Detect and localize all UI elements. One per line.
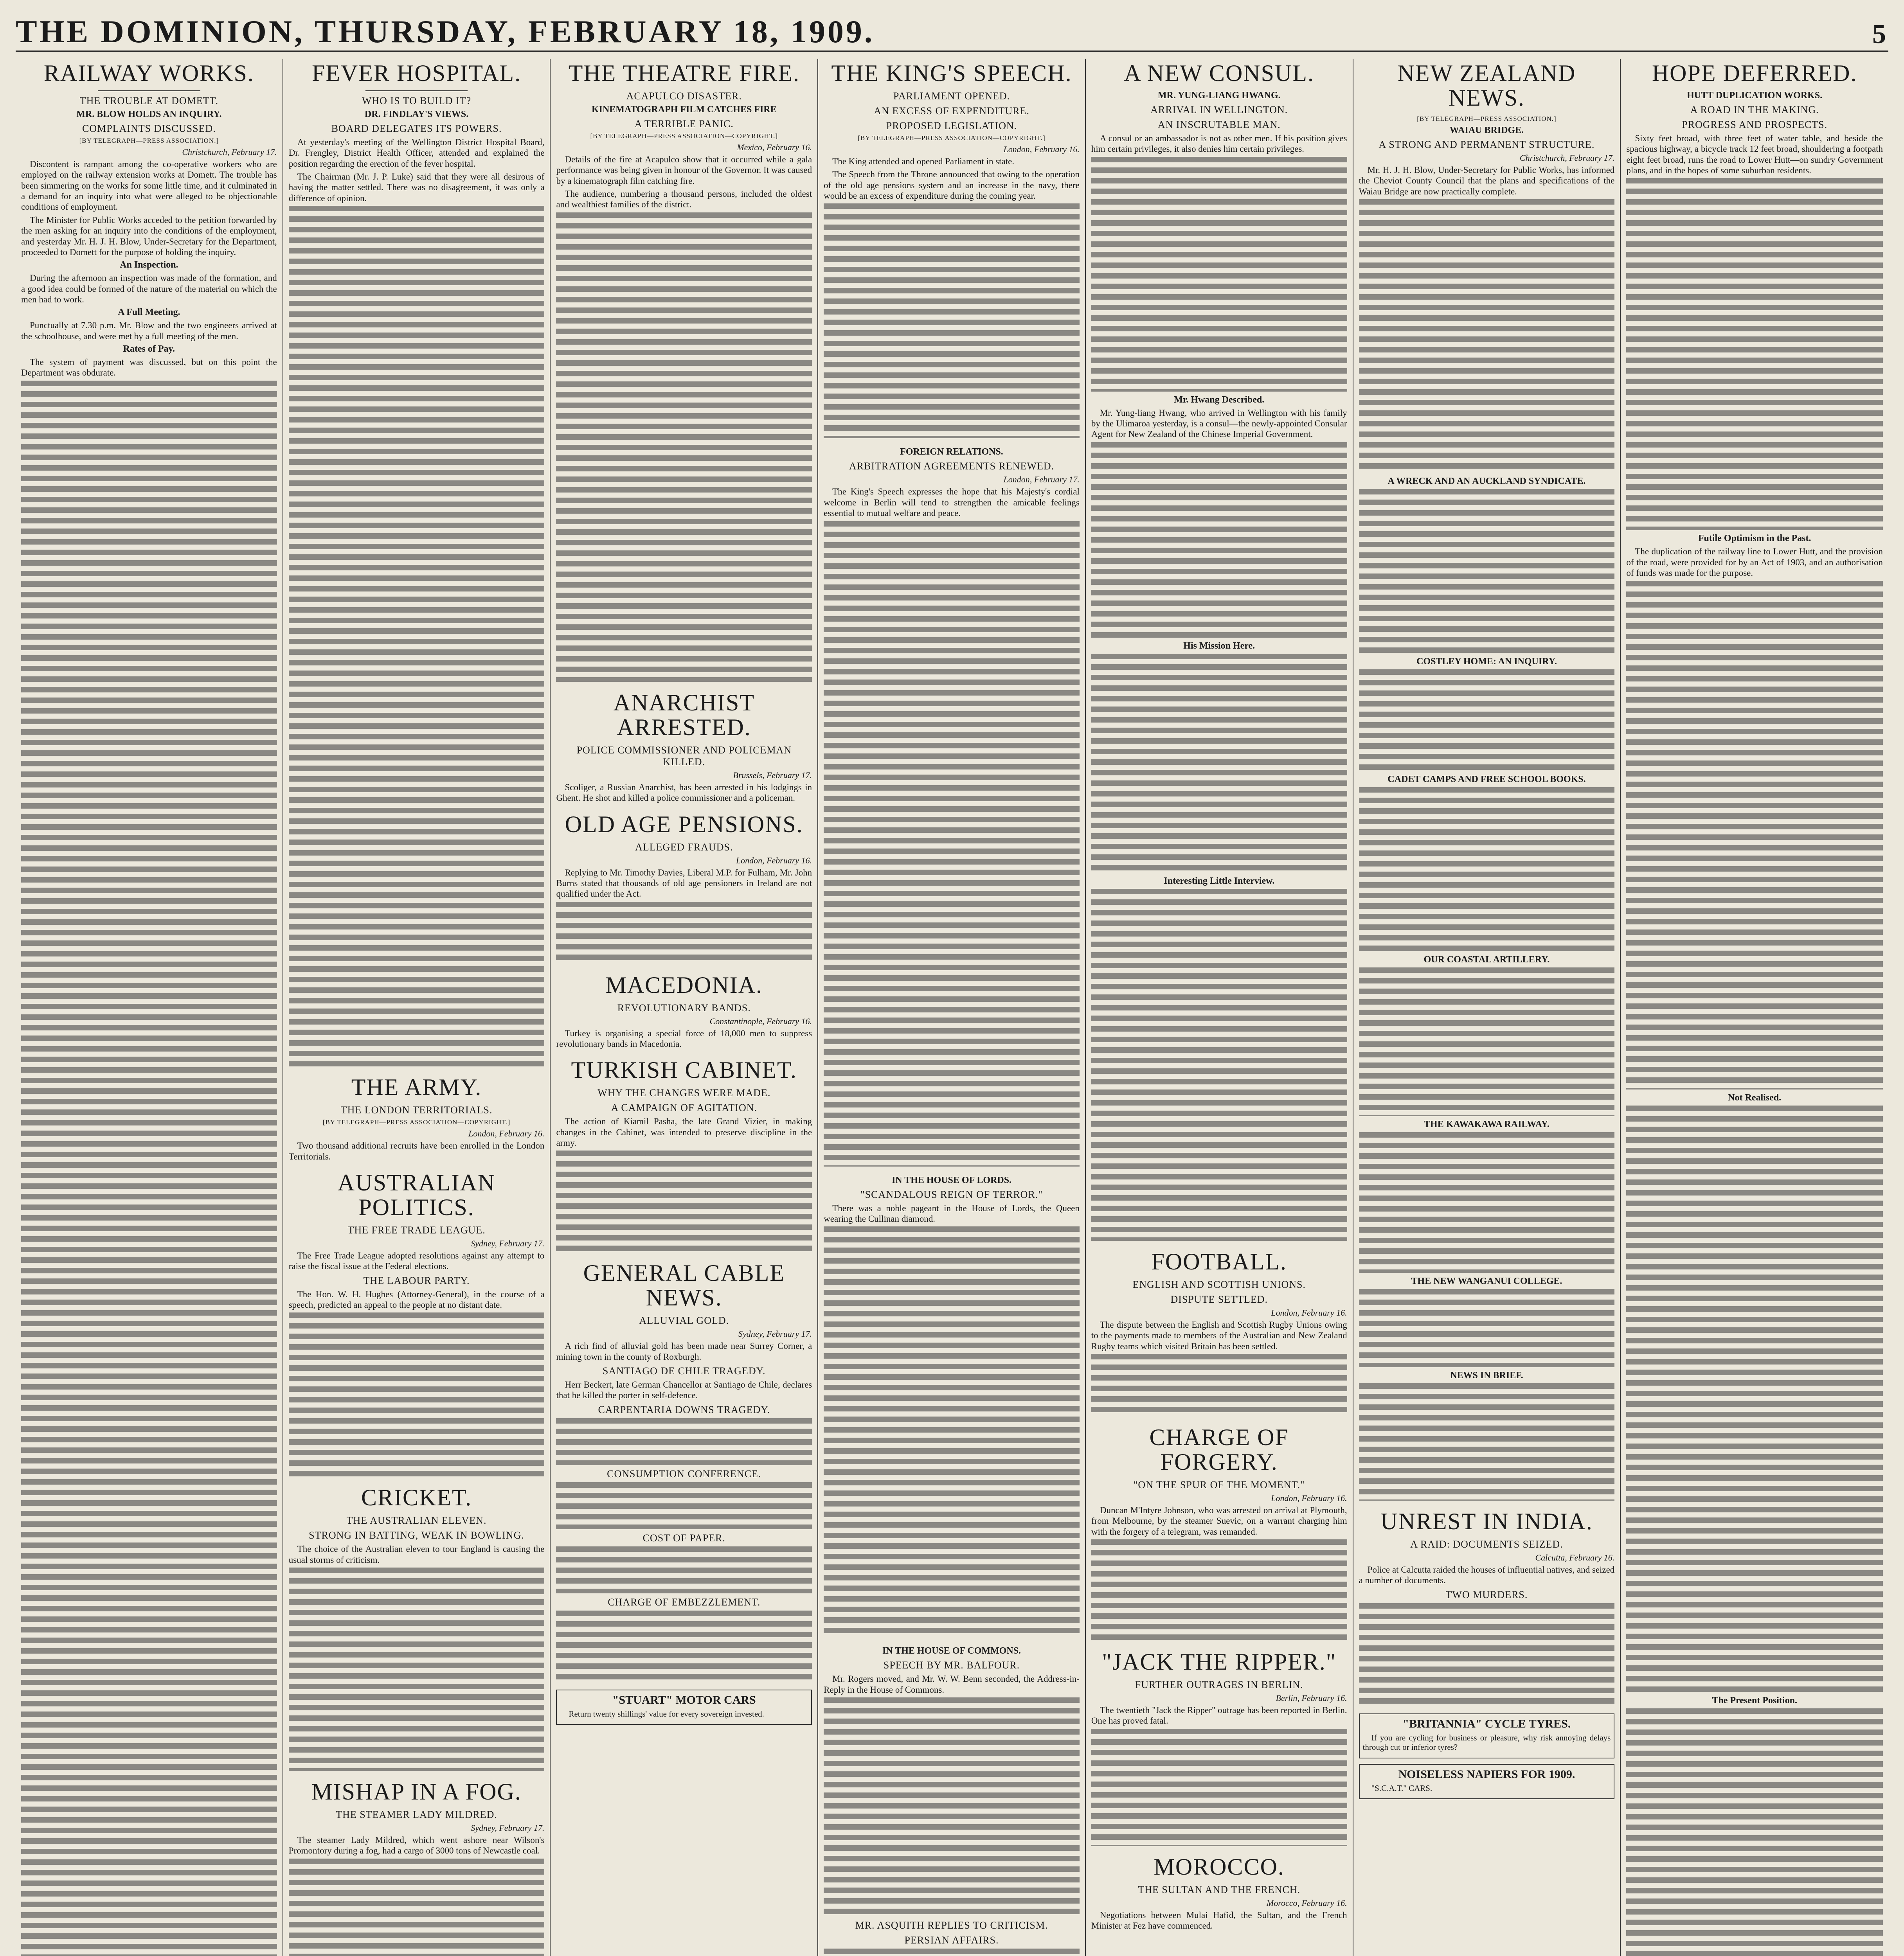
- article-fever-hospital: [289, 61, 545, 1066]
- subheading: ALLUVIAL GOLD.: [639, 1315, 729, 1327]
- advertisement-britannia-tyres: [1359, 1713, 1615, 1758]
- body-text-filler: [1091, 1729, 1347, 1846]
- subheading: IN THE HOUSE OF COMMONS.: [882, 1646, 1021, 1656]
- paragraph: Scoliger, a Russian Anarchist, has been arrested in his lodgings in Ghent. He shot and killed a police commissioner and a policeman.: [556, 782, 812, 803]
- body-text-filler: [1091, 157, 1347, 392]
- body-text-filler: [289, 1859, 545, 1956]
- body-text-filler: [556, 1482, 812, 1529]
- paragraph: The King attended and opened Parliament in state.: [832, 156, 1015, 166]
- headline: ANARCHIST ARRESTED.: [613, 689, 755, 740]
- dateline: London, February 16.: [1271, 1307, 1347, 1318]
- subheading: THE LONDON TERRITORIALS.: [340, 1104, 493, 1116]
- body-text-filler: [556, 1151, 812, 1252]
- article-the-army: [289, 1075, 545, 1162]
- subheading: "ON THE SPUR OF THE MOMENT.": [1133, 1479, 1305, 1490]
- subheading: MR. ASQUITH REPLIES TO CRITICISM.: [855, 1919, 1048, 1931]
- article-new-zealand-news: [1359, 61, 1615, 1501]
- paragraph: There was a noble pageant in the House of Lords, the Queen wearing the Cullinan diamond.: [824, 1203, 1080, 1224]
- subheading: OUR COASTAL ARTILLERY.: [1424, 955, 1550, 965]
- article-mishap-in-a-fog: [289, 1780, 545, 1956]
- paragraph: Mr. Yung-liang Hwang, who arrived in Wellington with his family by the Ulimaroa yesterday, is a consul—the newly-appointed Consular Agent for New Zealand of the Chinese Imperial Government.: [1091, 408, 1347, 439]
- subheading: ALLEGED FRAUDS.: [635, 841, 733, 853]
- subheading: PARLIAMENT OPENED.: [893, 90, 1010, 102]
- paragraph: Mr. Rogers moved, and Mr. W. W. Benn seconded, the Address-in-Reply in the House of Commons.: [824, 1674, 1080, 1695]
- subheading: NEWS IN BRIEF.: [1450, 1370, 1523, 1381]
- subheading: ARBITRATION AGREEMENTS RENEWED.: [849, 460, 1055, 472]
- body-text-filler: [1359, 787, 1615, 951]
- subheading: ACAPULCO DISASTER.: [626, 90, 742, 102]
- subheading: CONSUMPTION CONFERENCE.: [607, 1468, 761, 1480]
- subheading: REVOLUTIONARY BANDS.: [617, 1002, 751, 1014]
- subheading: PERSIAN AFFAIRS.: [904, 1934, 999, 1946]
- body-text-filler: [21, 381, 277, 1956]
- paragraph: The King's Speech expresses the hope that his Majesty's cordial welcome in Berlin will tend to strengthen the amicable feelings essential to mutual welfare and peace.: [824, 487, 1080, 518]
- article-theatre-fire: [556, 61, 812, 682]
- dateline: Berlin, February 16.: [1276, 1693, 1347, 1703]
- body-text-filler: [1626, 581, 1883, 1089]
- wire-credit: [BY TELEGRAPH—PRESS ASSOCIATION—COPYRIGHT.]: [322, 1118, 511, 1126]
- article-old-age-pensions: [556, 812, 812, 964]
- advertisement-stuart-motor-cars: [556, 1690, 812, 1725]
- subheading: SANTIAGO DE CHILE TRAGEDY.: [603, 1365, 766, 1377]
- dateline: Constantinople, February 16.: [709, 1016, 812, 1026]
- masthead: [16, 7, 1888, 52]
- body-text-filler: [1091, 889, 1347, 1241]
- subheading: IN THE HOUSE OF LORDS.: [891, 1175, 1012, 1185]
- ad-body: Return twenty shillings' value for every sovereign invested.: [569, 1709, 764, 1719]
- subheading: BOARD DELEGATES ITS POWERS.: [331, 123, 502, 134]
- subheading: AN EXCESS OF EXPENDITURE.: [874, 105, 1029, 117]
- headline: UNREST IN INDIA.: [1380, 1508, 1593, 1535]
- subheading: TWO MURDERS.: [1445, 1589, 1528, 1600]
- paragraph: The Free Trade League adopted resolutions against any attempt to raise the fiscal issue at the Federal elections.: [288, 1250, 545, 1271]
- ad-body: If you are cycling for business or pleasure, why risk annoying delays through cut or inferior tyres?: [1362, 1733, 1611, 1752]
- body-text-filler: [1626, 1106, 1883, 1692]
- body-text-filler: [556, 1418, 812, 1465]
- section-heading: His Mission Here.: [1183, 640, 1255, 651]
- headline: AUSTRALIAN POLITICS.: [337, 1169, 496, 1220]
- body-text-filler: [556, 1611, 812, 1681]
- headline: MACEDONIA.: [605, 972, 763, 998]
- ad-title: "STUART" MOTOR CARS: [612, 1693, 756, 1706]
- subheading: CADET CAMPS AND FREE SCHOOL BOOKS.: [1388, 774, 1586, 785]
- page-number: 5: [1872, 19, 1888, 49]
- article-macedonia: [556, 973, 812, 1050]
- body-text-filler: [556, 212, 812, 682]
- subheading: DISPUTE SETTLED.: [1170, 1293, 1268, 1305]
- column-3: [551, 59, 818, 1956]
- subheading: A RAID: DOCUMENTS SEIZED.: [1410, 1539, 1563, 1550]
- paragraph: The audience, numbering a thousand persons, included the oldest and wealthiest families of the district.: [556, 189, 812, 210]
- wire-credit: [BY TELEGRAPH—PRESS ASSOCIATION—COPYRIGHT.]: [858, 134, 1046, 142]
- body-text-filler: [824, 521, 1080, 1167]
- dateline: Morocco, February 16.: [1266, 1898, 1347, 1908]
- section-heading: An Inspection.: [120, 260, 178, 270]
- paragraph: Duncan M'Intyre Johnson, who was arrested on arrival at Plymouth, from Melbourne, by the steamer Suevic, on a warrant charging him with the forgery of a telegram, was remanded.: [1091, 1505, 1347, 1537]
- ad-title: NOISELESS NAPIERS FOR 1909.: [1398, 1767, 1575, 1781]
- dateline: London, February 16.: [1271, 1493, 1347, 1503]
- subheading: A WRECK AND AN AUCKLAND SYNDICATE.: [1388, 476, 1586, 487]
- paragraph: Negotiations between Mulai Hafid, the Sultan, and the French Minister at Fez have commenced.: [1091, 1910, 1347, 1931]
- dateline: London, February 17.: [1003, 475, 1080, 485]
- subheading: WHY THE CHANGES WERE MADE.: [597, 1087, 771, 1099]
- body-text-filler: [1359, 1132, 1615, 1273]
- subheading: THE LABOUR PARTY.: [363, 1275, 470, 1286]
- subheading: ENGLISH AND SCOTTISH UNIONS.: [1132, 1278, 1306, 1290]
- body-text-filler: [556, 1546, 812, 1593]
- headline: CRICKET.: [361, 1485, 472, 1511]
- subheading: COSTLEY HOME: AN INQUIRY.: [1416, 656, 1557, 667]
- subheading: DR. FINDLAY'S VIEWS.: [364, 109, 469, 119]
- headline: NEW ZEALAND NEWS.: [1397, 60, 1576, 111]
- body-text-filler: [824, 1949, 1080, 1956]
- body-text-filler: [1359, 1289, 1615, 1367]
- paragraph: The dispute between the English and Scottish Rugby Unions owing to the payments made to members of the Australian and New Zealand Rugby teams which visited Britain has been settled.: [1091, 1320, 1347, 1351]
- paragraph: A consul or an ambassador is not as other men. If his position gives him certain privileges, it also denies him certain privileges.: [1091, 133, 1347, 154]
- article-kings-speech: [824, 61, 1080, 438]
- paragraph: Punctually at 7.30 p.m. Mr. Blow and the two engineers arrived at the schoolhouse, and were met by a full meeting of the men.: [21, 320, 277, 341]
- article-anarchist-arrested: [556, 690, 812, 804]
- paragraph: The Chairman (Mr. J. P. Luke) said that they were all desirous of having the matter settled. There was no disagreement, it was only a difference of opinion.: [288, 172, 545, 203]
- subheading: WHO IS TO BUILD IT?: [362, 95, 472, 106]
- headline: FOOTBALL.: [1151, 1248, 1287, 1275]
- paragraph: The choice of the Australian eleven to tour England is causing the usual storms of criticism.: [288, 1544, 545, 1565]
- paragraph: The Minister for Public Works acceded to the petition forwarded by the men asking for an inquiry into the conditions of the employment, and yesterday Mr. H. J. H. Blow, Under-Secretary for the Department, proceeded to Domett for the purpose of holding the inquiry.: [21, 215, 277, 257]
- dateline: London, February 16.: [468, 1129, 545, 1139]
- body-text-filler: [824, 203, 1080, 438]
- paragraph: The twentieth "Jack the Ripper" outrage has been reported in Berlin. One has proved fatal.: [1091, 1705, 1347, 1726]
- section-heading: Futile Optimism in the Past.: [1698, 533, 1811, 544]
- ad-body: "S.C.A.T." CARS.: [1371, 1783, 1432, 1793]
- subheading: PROPOSED LEGISLATION.: [886, 120, 1017, 131]
- subheading: "SCANDALOUS REIGN OF TERROR.": [860, 1188, 1043, 1200]
- dateline: Christchurch, February 17.: [182, 147, 277, 157]
- body-text-filler: [289, 206, 545, 1066]
- section-heading: Rates of Pay.: [123, 344, 175, 354]
- dateline: Sydney, February 17.: [471, 1823, 545, 1833]
- paragraph: Details of the fire at Acapulco show that it occurred while a gala performance was being given in honour of the Governor. It was caused by a kinematograph film catching fire.: [556, 155, 812, 186]
- ad-title: "BRITANNIA" CYCLE TYRES.: [1402, 1717, 1571, 1730]
- subheading: COST OF PAPER.: [642, 1532, 725, 1544]
- body-text-filler: [1091, 1539, 1347, 1641]
- body-text-filler: [1091, 442, 1347, 638]
- headline: TURKISH CABINET.: [571, 1057, 797, 1083]
- wire-credit: [BY TELEGRAPH—PRESS ASSOCIATION—COPYRIGHT.]: [590, 132, 778, 140]
- headline: GENERAL CABLE NEWS.: [583, 1260, 785, 1311]
- subheading: KINEMATOGRAPH FILM CATCHES FIRE: [591, 104, 777, 115]
- body-text-filler: [824, 1226, 1080, 1637]
- article-cricket: [289, 1485, 545, 1771]
- column-6: [1353, 59, 1621, 1956]
- article-turkish-cabinet: [556, 1058, 812, 1252]
- column-1: [16, 59, 283, 1956]
- subheading: FOREIGN RELATIONS.: [900, 447, 1003, 457]
- wire-credit: [BY TELEGRAPH—PRESS ASSOCIATION.]: [1417, 115, 1557, 122]
- paragraph: The Speech from the Throne announced that owing to the operation of the old age pensions system and an increase in the navy, there would be an excess of expenditure during the coming year.: [824, 169, 1080, 201]
- body-text-filler: [1359, 489, 1615, 653]
- paragraph: The duplication of the railway line to Lower Hutt, and the provision of the road, were provided for by an Act of 1903, and an authorisation of funds was made for the purpose.: [1626, 547, 1883, 578]
- article-charge-of-forgery: [1091, 1425, 1347, 1641]
- body-text-filler: [289, 1312, 545, 1477]
- subheading: WAIAU BRIDGE.: [1449, 125, 1524, 135]
- article-football: [1091, 1249, 1347, 1417]
- paragraph: Turkey is organising a special force of 18,000 men to suppress revolutionary bands in Macedonia.: [556, 1028, 812, 1049]
- paragraph: At yesterday's meeting of the Wellington District Hospital Board, Dr. Frengley, District Health Officer, attended and explained the position regarding the erection of the fever hospital.: [288, 137, 545, 169]
- paragraph: During the afternoon an inspection was made of the formation, and a good idea could be formed of the nature of the material on which the men had to work.: [21, 273, 277, 304]
- body-text-filler: [289, 1568, 545, 1771]
- headline: "JACK THE RIPPER.": [1102, 1649, 1337, 1675]
- dateline: Brussels, February 17.: [733, 770, 812, 780]
- section-heading: Interesting Little Interview.: [1164, 876, 1275, 886]
- body-text-filler: [1359, 967, 1615, 1116]
- dateline: London, February 16.: [736, 855, 812, 865]
- column-2: [283, 59, 551, 1956]
- body-text-filler: [556, 902, 812, 964]
- subheading: THE TROUBLE AT DOMETT.: [79, 95, 218, 106]
- subheading: CHARGE OF EMBEZZLEMENT.: [608, 1596, 761, 1608]
- article-hope-deferred: [1626, 61, 1883, 1956]
- subheading: POLICE COMMISSIONER AND POLICEMAN KILLED.: [576, 744, 792, 768]
- dateline: Sydney, February 17.: [738, 1329, 812, 1339]
- article-australian-politics: [289, 1170, 545, 1477]
- paragraph: Replying to Mr. Timothy Davies, Liberal M.P. for Fulham, Mr. John Burns stated that thousands of old age pensioners in Ireland are not qualified under the Act.: [556, 867, 812, 899]
- section-heading: Mr. Hwang Described.: [1174, 394, 1265, 405]
- paragraph: The system of payment was discussed, but on this point the Department was obdurate.: [21, 357, 277, 378]
- subheading: ARRIVAL IN WELLINGTON.: [1150, 104, 1288, 115]
- column-4: [818, 59, 1086, 1956]
- paragraph: Herr Beckert, late German Chancellor at Santiago de Chile, declares that he killed the porter in self-defence.: [556, 1380, 812, 1400]
- article-morocco: [1091, 1855, 1347, 1931]
- dateline: Mexico, February 16.: [737, 142, 812, 152]
- column-5: [1086, 59, 1353, 1956]
- subheading: COMPLAINTS DISCUSSED.: [82, 123, 216, 134]
- article-railway-works: [21, 61, 277, 1956]
- subheading: CARPENTARIA DOWNS TRAGEDY.: [598, 1404, 770, 1415]
- headline: MISHAP IN A FOG.: [311, 1779, 522, 1805]
- headline: HOPE DEFERRED.: [1652, 60, 1857, 86]
- subheading: THE NEW WANGANUI COLLEGE.: [1411, 1276, 1562, 1287]
- subheading: AN INSCRUTABLE MAN.: [1157, 119, 1281, 130]
- body-text-filler: [824, 1697, 1080, 1916]
- body-text-filler: [1359, 1383, 1615, 1501]
- columns: [16, 59, 1888, 1956]
- body-text-filler: [1626, 178, 1883, 530]
- wire-credit: [BY TELEGRAPH—PRESS ASSOCIATION.]: [79, 137, 219, 144]
- dateline: London, February 16.: [1003, 144, 1080, 154]
- newspaper-title: THE DOMINION, THURSDAY, FEBRUARY 18, 1909.: [16, 14, 875, 49]
- subheading: PROGRESS AND PROSPECTS.: [1682, 119, 1828, 130]
- advertisement-napiers: [1359, 1764, 1615, 1799]
- headline: THE THEATRE FIRE.: [568, 60, 800, 86]
- article-new-consul: [1091, 61, 1347, 1241]
- subheading: A ROAD IN THE MAKING.: [1690, 104, 1819, 115]
- body-text-filler: [1091, 654, 1347, 873]
- subheading: A TERRIBLE PANIC.: [634, 118, 734, 129]
- column-7: [1621, 59, 1888, 1956]
- headline: MOROCCO.: [1154, 1854, 1285, 1880]
- subheading: SPEECH BY MR. BALFOUR.: [883, 1659, 1020, 1671]
- subheading: THE STEAMER LADY MILDRED.: [336, 1809, 497, 1821]
- headline: THE KING'S SPEECH.: [831, 60, 1072, 86]
- body-text-filler: [1626, 1708, 1883, 1956]
- body-text-filler: [1359, 669, 1615, 771]
- article-house-of-lords: [824, 1175, 1080, 1638]
- article-general-cable-news: [556, 1261, 812, 1681]
- headline: A NEW CONSUL.: [1124, 60, 1315, 86]
- subheading: STRONG IN BATTING, WEAK IN BOWLING.: [309, 1530, 524, 1541]
- headline: THE ARMY.: [351, 1074, 482, 1100]
- paragraph: Two thousand additional recruits have been enrolled in the London Territorials.: [288, 1141, 545, 1161]
- headline: OLD AGE PENSIONS.: [565, 811, 803, 837]
- headline: FEVER HOSPITAL.: [311, 60, 522, 86]
- article-foreign-relations: [824, 447, 1080, 1166]
- paragraph: Discontent is rampant among the co-operative workers who are employed on the railway extension works at Domett. The trouble has been simmering on the works for some little time, and it culminated in a demand for an inquiry into what were alleged to be objectionable conditions of employment.: [21, 159, 277, 212]
- body-text-filler: [1359, 199, 1615, 473]
- paragraph: The steamer Lady Mildred, which went ashore near Wilson's Promontory during a fog, had a cargo of 3000 tons of Newcastle coal.: [288, 1835, 545, 1856]
- article-house-of-commons: [824, 1646, 1080, 1956]
- article-unrest-in-india: [1359, 1509, 1615, 1705]
- paragraph: A rich find of alluvial gold has been made near Surrey Corner, a mining town in the county of Roxburgh.: [556, 1341, 812, 1362]
- section-heading: The Present Position.: [1712, 1695, 1797, 1706]
- dateline: Sydney, February 17.: [471, 1238, 545, 1248]
- subheading: A CAMPAIGN OF AGITATION.: [611, 1102, 758, 1114]
- paragraph: The Hon. W. H. Hughes (Attorney-General), in the course of a speech, predicted an appeal to the people at no distant date.: [288, 1289, 545, 1310]
- section-heading: A Full Meeting.: [118, 307, 180, 318]
- paragraph: The action of Kiamil Pasha, the late Grand Vizier, in making changes in the Cabinet, was intended to preserve discipline in the army.: [556, 1116, 812, 1148]
- subheading: HUTT DUPLICATION WORKS.: [1687, 90, 1823, 101]
- paragraph: Sixty feet broad, with three feet of water table, and beside the spacious highway, a bicycle track 12 feet broad, shouldering a footpath eight feet broad, runs the road to Lower Hutt—on sundry Government plans, and in the hopes of some suburban residents.: [1626, 133, 1883, 176]
- divider: [98, 90, 200, 91]
- body-text-filler: [1091, 1354, 1347, 1417]
- subheading: THE SULTAN AND THE FRENCH.: [1138, 1884, 1301, 1895]
- subheading: MR. YUNG-LIANG HWANG.: [1157, 90, 1281, 101]
- body-text-filler: [1359, 1603, 1615, 1705]
- subheading: A STRONG AND PERMANENT STRUCTURE.: [1379, 139, 1595, 150]
- divider: [365, 90, 468, 91]
- article-jack-the-ripper: [1091, 1650, 1347, 1846]
- subheading: MR. BLOW HOLDS AN INQUIRY.: [76, 109, 222, 119]
- subheading: THE FREE TRADE LEAGUE.: [347, 1224, 486, 1236]
- section-heading: Not Realised.: [1728, 1092, 1782, 1103]
- dateline: Christchurch, February 17.: [1519, 153, 1615, 163]
- headline: CHARGE OF FORGERY.: [1149, 1424, 1289, 1475]
- dateline: Calcutta, February 16.: [1535, 1553, 1615, 1563]
- paragraph: Police at Calcutta raided the houses of influential natives, and seized a number of documents.: [1359, 1565, 1615, 1586]
- subheading: FURTHER OUTRAGES IN BERLIN.: [1135, 1679, 1303, 1690]
- subheading: THE AUSTRALIAN ELEVEN.: [346, 1515, 487, 1526]
- headline: RAILWAY WORKS.: [43, 60, 254, 86]
- paragraph: Mr. H. J. H. Blow, Under-Secretary for Public Works, has informed the Cheviot County Council that the plans and specifications of the Waiau Bridge are now practically complete.: [1359, 165, 1615, 196]
- subheading: THE KAWAKAWA RAILWAY.: [1424, 1119, 1549, 1130]
